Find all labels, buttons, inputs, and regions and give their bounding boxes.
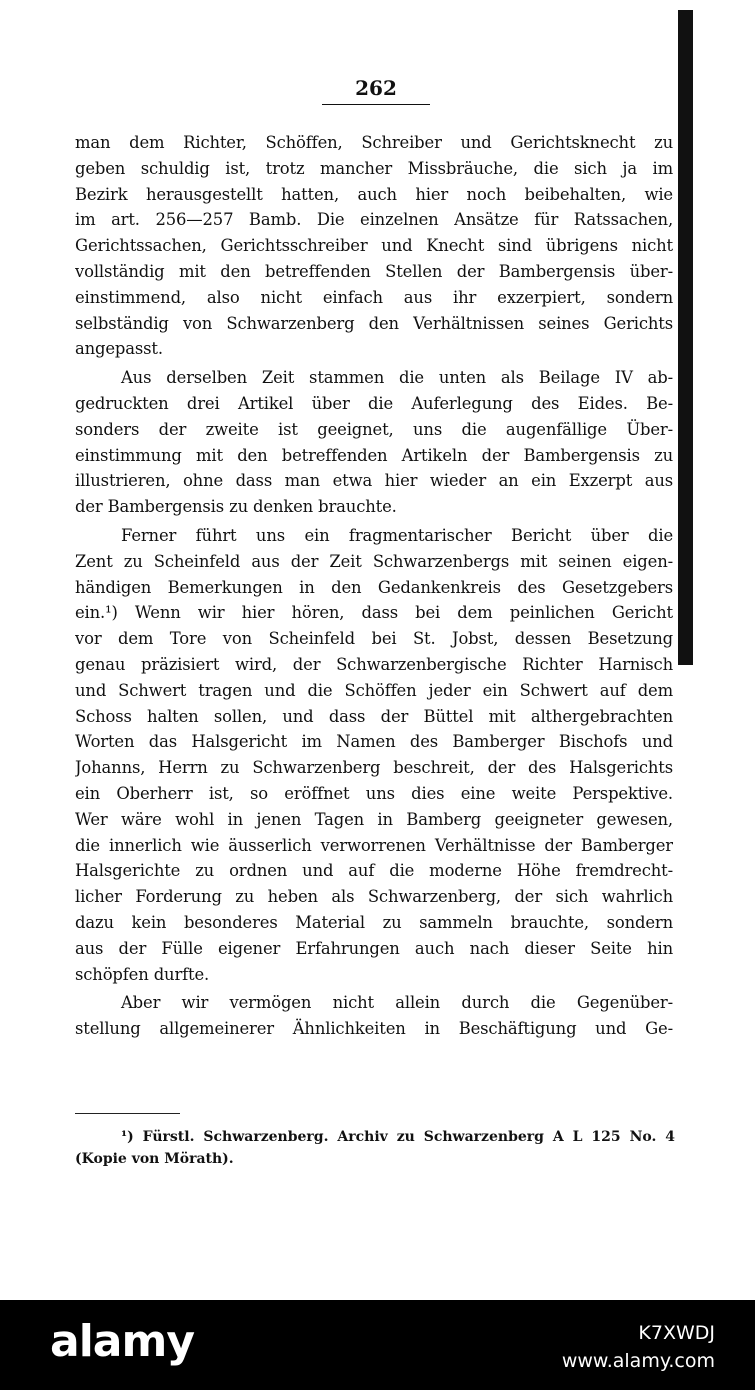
text-line: Johanns, Herrn zu Schwarzenberg beschreit, der des Halsgerichts: [75, 758, 673, 778]
text-line: Bezirk herausgestellt hatten, auch hier noch beibehalten, wie: [75, 184, 673, 204]
body-text: [75, 130, 673, 1045]
text-line: angepasst.: [75, 339, 163, 359]
text-line: stellung allgemeinerer Ähnlichkeiten in Beschäftigung und Ge-: [75, 1019, 673, 1039]
page-number: 262: [322, 76, 430, 105]
text-line: Schoss halten sollen, und dass der Büttel mit althergebrachten: [75, 706, 673, 726]
text-line: licher Forderung zu heben als Schwarzenberg, der sich wahrlich: [75, 887, 673, 907]
page-edge-shadow: [678, 10, 693, 665]
text-line: Worten das Halsgericht im Namen des Bamberger Bischofs und: [75, 732, 673, 752]
text-line: genau präzisiert wird, der Schwarzenbergische Richter Harnisch: [75, 654, 673, 674]
text-line: Zent zu Scheinfeld aus der Zeit Schwarzenbergs mit seinen eigen-: [75, 551, 673, 571]
text-line: ein.¹) Wenn wir hier hören, dass bei dem peinlichen Gericht: [75, 603, 673, 623]
text-line: die innerlich wie äusserlich verworrenen Verhältnisse der Bamberger: [75, 835, 673, 855]
text-line: Halsgerichte zu ordnen und auf die moderne Höhe fremdrecht-: [75, 861, 673, 881]
text-line: einstimmend, also nicht einfach aus ihr exzerpiert, sondern: [75, 287, 673, 307]
text-line: man dem Richter, Schöffen, Schreiber und Gerichtsknecht zu: [75, 133, 673, 152]
text-line: Wer wäre wohl in jenen Tagen in Bamberg geeigneter gewesen,: [75, 809, 673, 829]
paragraph-2: [75, 365, 673, 520]
text-line: und Schwert tragen und die Schöffen jeder ein Schwert auf dem: [75, 680, 673, 700]
text-line: Aber wir vermögen nicht allein durch die Gegenüber-: [121, 993, 673, 1013]
text-line: Gerichtssachen, Gerichtsschreiber und Knecht sind übrigens nicht: [75, 236, 673, 256]
text-line: händigen Bemerkungen in den Gedankenkreis des Gesetzgebers: [75, 577, 673, 597]
text-line: schöpfen durfte.: [75, 964, 210, 984]
paragraph-3: [75, 523, 673, 987]
text-line: dazu kein besonderes Material zu sammeln brauchte, sondern: [75, 912, 673, 932]
footnote-divider: [75, 1113, 180, 1114]
text-line: Aus derselben Zeit stammen die unten als Beilage IV ab-: [121, 368, 673, 388]
text-line: sonders der zweite ist geeignet, uns die augenfällige Über-: [75, 419, 673, 439]
text-line: geben schuldig ist, trotz mancher Missbräuche, die sich ja im: [75, 158, 673, 178]
text-line: vor dem Tore von Scheinfeld bei St. Jobst, dessen Besetzung: [75, 629, 673, 649]
watermark-logo: alamy: [50, 1316, 194, 1367]
paragraph-4: [75, 990, 673, 1042]
text-line: illustrieren, ohne dass man etwa hier wieder an ein Exzerpt aus: [75, 471, 673, 491]
footnote-line: ¹) Fürstl. Schwarzenberg. Archiv zu Schwarzenberg A L 125 No. 4: [121, 1129, 675, 1145]
text-line: selbständig von Schwarzenberg den Verhältnissen seines Gerichts: [75, 313, 673, 333]
paragraph-1: [75, 130, 673, 362]
text-line: Ferner führt uns ein fragmentarischer Bericht über die: [121, 525, 673, 545]
text-line: vollständig mit den betreffenden Stellen der Bambergensis über-: [75, 261, 673, 281]
text-line: der Bambergensis zu denken brauchte.: [75, 497, 397, 517]
text-line: aus der Fülle eigener Erfahrungen auch nach dieser Seite hin: [75, 938, 673, 958]
footnote: [75, 1126, 675, 1170]
text-line: einstimmung mit den betreffenden Artikeln der Bambergensis zu: [75, 445, 673, 465]
watermark-url: www.alamy.com: [561, 1350, 715, 1372]
text-line: im art. 256—257 Bamb. Die einzelnen Ansätze für Ratssachen,: [75, 210, 673, 230]
footnote-line: (Kopie von Mörath).: [75, 1151, 234, 1167]
watermark-image-id: K7XWDJ: [638, 1322, 715, 1344]
text-line: ein Oberherr ist, so eröffnet uns dies eine weite Perspektive.: [75, 783, 673, 803]
text-line: gedruckten drei Artikel über die Auferlegung des Eides. Be-: [75, 393, 673, 413]
